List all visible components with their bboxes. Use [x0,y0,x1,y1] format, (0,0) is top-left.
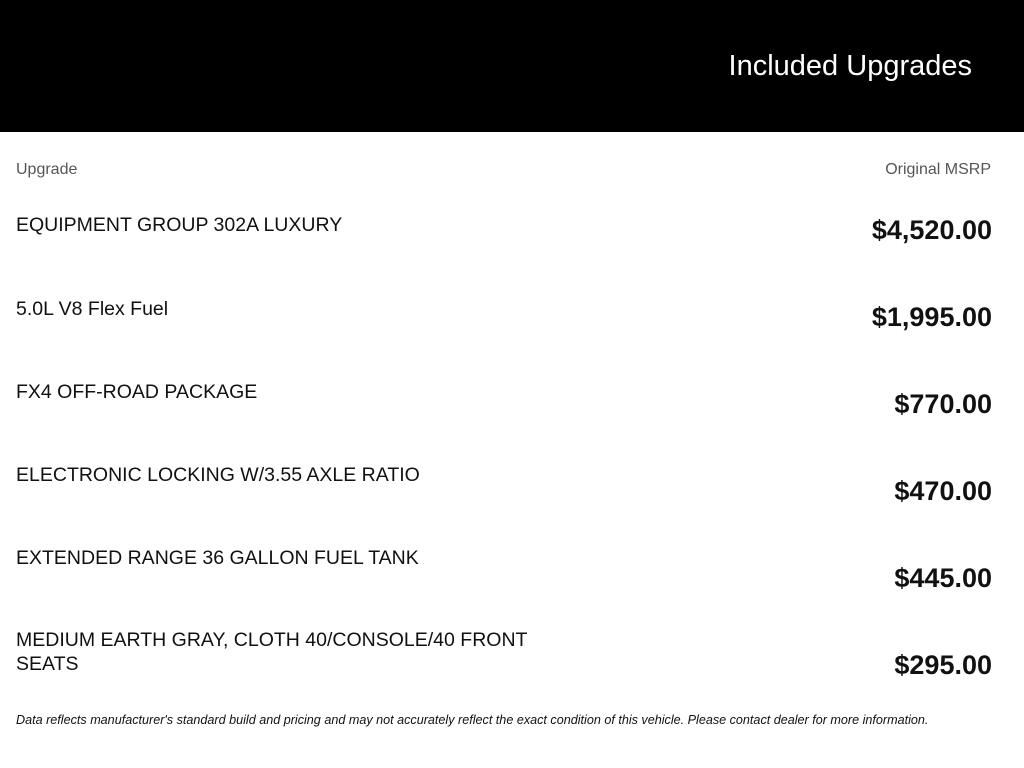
upgrade-price: $4,520.00 [871,215,992,245]
upgrade-row [16,381,992,474]
column-header-upgrade: Upgrade [16,161,78,178]
upgrade-name: MEDIUM EARTH GRAY, CLOTH 40/CONSOLE/40 FRONT SEATS [16,629,528,675]
page-title: Included Upgrades [728,50,972,82]
upgrade-price: $770.00 [894,389,992,419]
upgrade-name: EXTENDED RANGE 36 GALLON FUEL TANK [16,547,419,569]
upgrade-name: 5.0L V8 Flex Fuel [16,298,169,320]
upgrade-row [16,213,992,300]
disclaimer-text: Data reflects manufacturer's standard build and pricing and may not accurately reflect the exact condition of this vehicle. Please contact dealer for more information. [16,713,929,727]
upgrade-name: FX4 OFF-ROAD PACKAGE [16,381,258,403]
page-header [0,0,1024,132]
upgrades-list [16,213,992,735]
column-header-msrp: Original MSRP [885,161,991,178]
upgrade-price: $470.00 [894,476,992,506]
upgrade-price: $295.00 [894,650,992,680]
upgrade-price: $445.00 [894,563,992,593]
upgrade-price: $1,995.00 [871,302,992,332]
upgrade-row [16,300,992,387]
upgrade-name: EQUIPMENT GROUP 302A LUXURY [16,214,343,236]
upgrade-name: ELECTRONIC LOCKING W/3.55 AXLE RATIO [16,464,420,486]
